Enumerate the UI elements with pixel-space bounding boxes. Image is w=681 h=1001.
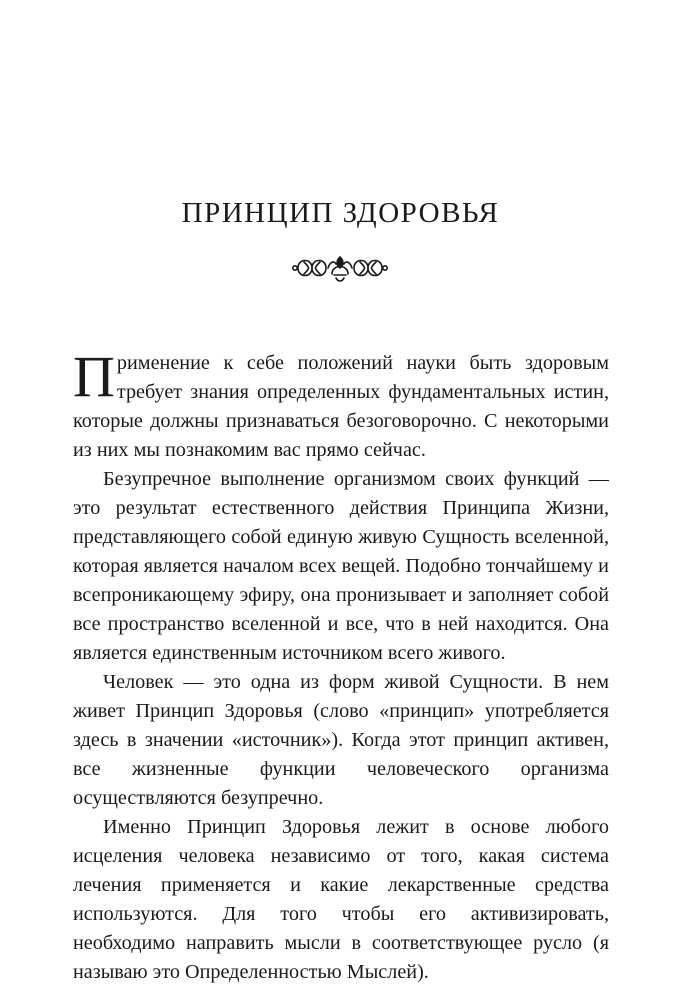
chapter-title: ПРИНЦИП ЗДОРОВЬЯ xyxy=(181,197,500,229)
paragraph-3: Человек — это одна из форм живой Сущности. В нем живет Принцип Здоровья (слово «принцип» употребляется здесь в значении «источник»). Когда этот принцип активен, все жизненные функции человеческого организма осуществляются безупречно. xyxy=(73,671,609,809)
paragraph-4: Именно Принцип Здоровья лежит в основе любого исцеления человека независимо от того, какая система лечения применяется и какие лекарственные средства используются. Для того чтобы его активизировать, необходимо направить мысли в соответствующее русло (я называю это Определенностью Мыслей). xyxy=(73,816,609,983)
paragraph-1-text: рименение к себе положений науки быть здоровым требует знания определенных фундаментальных истин, которые должны признаваться безоговорочно. С некоторыми из них мы познакомим вас прямо сейчас. xyxy=(73,352,609,461)
chapter-body xyxy=(73,344,609,987)
paragraph-1 xyxy=(73,344,609,465)
paragraph-2: Безупречное выполнение организмом своих функций — это результат естественного действия Принципа Жизни, представляющего собой единую живую Сущность вселенной, которая является началом всех вещей. Подобно тончайшему и всепроникающему эфиру, она пронизывает и заполняет собой все пространство вселенной и все, что в ней находится. Она является единственным источником всего живого. xyxy=(73,468,609,664)
celtic-knot-ornament-icon xyxy=(290,248,390,288)
drop-cap: П xyxy=(73,344,115,409)
